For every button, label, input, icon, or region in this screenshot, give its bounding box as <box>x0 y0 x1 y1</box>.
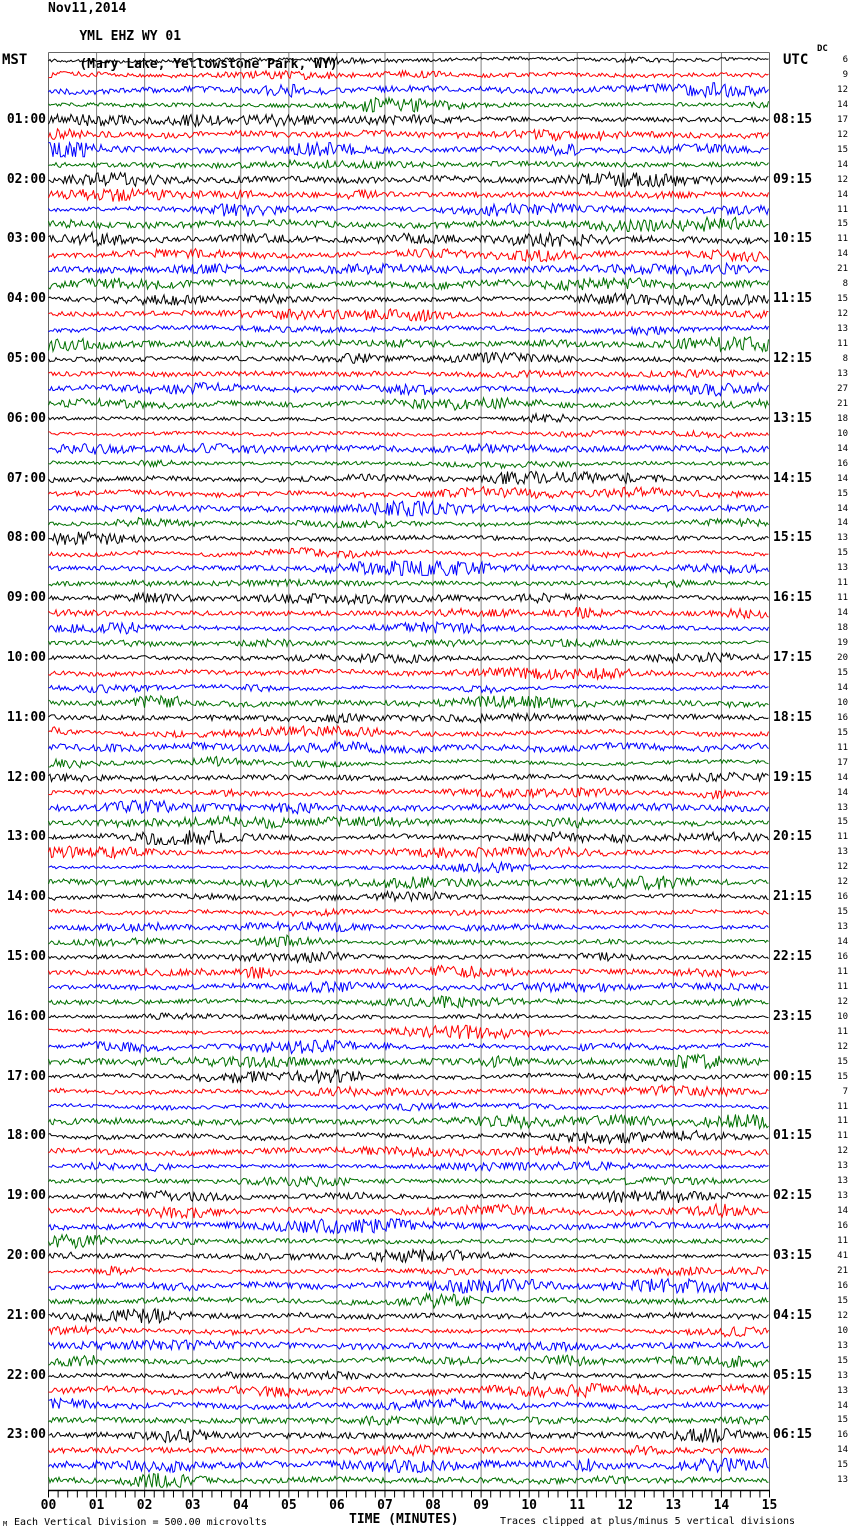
x-axis-minute-label: 08 <box>425 1498 441 1513</box>
seismic-trace <box>49 561 769 575</box>
dc-offset-value: 11 <box>837 742 848 753</box>
seismic-trace <box>49 952 769 963</box>
dc-offset-value: 14 <box>837 189 848 200</box>
dc-offset-value: 14 <box>837 473 848 484</box>
dc-offset-value: 16 <box>837 712 848 723</box>
dc-offset-value: 13 <box>837 802 848 813</box>
seismic-trace <box>49 876 769 890</box>
dc-offset-value: 21 <box>837 1265 848 1276</box>
dc-offset-value: 13 <box>837 1191 848 1202</box>
seismic-trace <box>49 217 769 231</box>
seismic-trace <box>49 685 769 694</box>
x-axis-minute-label: 09 <box>473 1498 489 1513</box>
dc-offset-value: 41 <box>837 1251 848 1261</box>
seismic-trace <box>49 160 769 168</box>
dc-offset-value: 12 <box>837 1310 848 1321</box>
x-axis-minute-label: 11 <box>569 1498 586 1513</box>
mst-hour-label: 01:00 <box>6 111 46 127</box>
seismic-trace <box>49 966 769 979</box>
dc-offset-value: 13 <box>837 563 848 574</box>
title-location: (Mary Lake, Yellowstone Park, WY) <box>79 57 338 72</box>
dc-offset-value: 11 <box>837 1116 848 1127</box>
seismic-trace <box>49 326 769 336</box>
seismic-trace <box>49 263 769 275</box>
seismic-trace <box>49 370 769 378</box>
mst-hour-label: 13:00 <box>6 829 46 845</box>
dc-offset-value: 12 <box>837 174 848 185</box>
seismic-trace <box>49 1309 769 1323</box>
utc-hour-label: 02:15 <box>773 1188 813 1204</box>
seismic-trace <box>49 398 769 411</box>
seismic-trace <box>49 862 769 872</box>
dc-offset-value: 17 <box>837 757 848 768</box>
x-axis-minute-label: 12 <box>617 1498 634 1513</box>
dc-offset-value: 14 <box>837 772 848 783</box>
dc-offset-value: 27 <box>837 383 848 394</box>
mst-hour-label: 11:00 <box>6 709 46 725</box>
dc-offset-value: 14 <box>837 1445 848 1456</box>
x-axis-minute-label: 14 <box>713 1498 730 1513</box>
seismic-trace <box>49 129 769 141</box>
seismic-trace <box>49 1191 769 1203</box>
seismic-trace <box>49 189 769 202</box>
seismic-trace <box>49 1445 769 1455</box>
dc-offset-value: 15 <box>837 219 848 230</box>
dc-offset-value: 11 <box>837 593 848 604</box>
x-axis-minute-label: 10 <box>521 1498 537 1513</box>
utc-hour-label: 03:15 <box>773 1248 813 1263</box>
seismic-trace <box>49 1340 769 1351</box>
dc-offset-value: 13 <box>837 368 848 379</box>
utc-hour-label: 13:15 <box>773 410 813 426</box>
x-axis-minute-label: 15 <box>761 1498 778 1513</box>
dc-offset-value: 16 <box>837 1430 848 1441</box>
dc-offset-value: 15 <box>837 294 848 305</box>
dc-offset-value: 13 <box>837 1475 848 1486</box>
dc-offset-value: 13 <box>837 847 848 858</box>
seismic-trace <box>49 668 769 680</box>
dc-offset-value: 11 <box>837 1101 848 1112</box>
seismic-trace <box>49 57 769 64</box>
seismic-trace <box>49 1355 769 1367</box>
dc-offset-value: 10 <box>837 428 848 439</box>
utc-hour-label: 09:15 <box>773 171 813 187</box>
seismic-trace <box>49 443 769 454</box>
utc-hour-label: 21:15 <box>773 889 813 905</box>
clip-note: Traces clipped at plus/minus 5 vertical divisions <box>500 1516 796 1527</box>
seismic-trace <box>49 249 769 262</box>
mst-hour-label: 05:00 <box>6 351 46 366</box>
seismic-trace <box>49 98 769 112</box>
dc-offset-value: 14 <box>837 249 848 260</box>
dc-offset-value: 10 <box>837 1011 848 1022</box>
utc-hour-label: 23:15 <box>773 1008 813 1024</box>
dc-offset-value: 13 <box>837 1176 848 1187</box>
dc-offset-value: 12 <box>837 862 848 873</box>
mst-hour-label: 20:00 <box>6 1248 46 1263</box>
dc-offset-value: 10 <box>837 1325 848 1336</box>
mst-hour-label: 12:00 <box>6 769 46 785</box>
seismic-trace <box>49 726 769 738</box>
dc-offset-value: 13 <box>837 922 848 933</box>
dc-offset-value: 14 <box>837 608 848 619</box>
dc-offset-value: 16 <box>837 892 848 903</box>
seismic-trace <box>49 1458 769 1472</box>
mst-hour-label: 22:00 <box>6 1367 46 1383</box>
seismic-trace <box>49 1398 769 1410</box>
dc-offset-value: 15 <box>837 907 848 918</box>
utc-hour-label: 16:15 <box>773 590 813 606</box>
dc-offset-value: 12 <box>837 1041 848 1052</box>
dc-offset-value: 15 <box>837 1460 848 1471</box>
mst-hour-label: 10:00 <box>6 650 46 665</box>
dc-offset-value: 14 <box>837 503 848 514</box>
mst-hour-label: 09:00 <box>6 590 46 606</box>
seismic-trace <box>49 593 769 604</box>
dc-offset-value: 14 <box>837 1206 848 1217</box>
dc-offset-value: 16 <box>837 952 848 962</box>
dc-offset-value: 14 <box>837 159 848 170</box>
seismic-trace <box>49 982 769 993</box>
utc-hour-label: 04:15 <box>773 1307 813 1323</box>
dc-offset-value: 15 <box>837 144 848 155</box>
seismic-trace <box>49 460 769 468</box>
mst-hour-label: 16:00 <box>6 1008 46 1024</box>
dc-offset-value: 13 <box>837 1161 848 1172</box>
dc-offset-value: 11 <box>837 204 848 215</box>
dc-offset-value: 8 <box>842 354 848 364</box>
mst-hour-label: 04:00 <box>6 291 46 307</box>
utc-hour-label: 05:15 <box>773 1367 813 1383</box>
utc-hour-label: 19:15 <box>773 769 813 785</box>
seismic-trace <box>49 383 769 397</box>
seismic-trace <box>49 1219 769 1233</box>
seismic-trace <box>49 203 769 216</box>
dc-offset-value: 11 <box>837 1131 848 1142</box>
seismic-trace <box>49 996 769 1008</box>
mst-hour-label: 08:00 <box>6 530 46 546</box>
dc-offset-value: 15 <box>837 1071 848 1082</box>
dc-offset-value: 21 <box>837 264 848 275</box>
seismic-trace <box>49 337 769 351</box>
dc-offset-value: 14 <box>837 518 848 529</box>
seismic-trace <box>49 1025 769 1039</box>
mst-hour-label: 14:00 <box>6 889 46 905</box>
seismic-trace <box>49 830 769 844</box>
dc-offset-value: 18 <box>837 623 848 634</box>
seismic-trace <box>49 1372 769 1380</box>
dc-offset-value: 13 <box>837 324 848 335</box>
seismic-trace <box>49 1384 769 1398</box>
utc-hour-label: 18:15 <box>773 709 813 725</box>
seismic-trace <box>49 816 769 828</box>
dc-offset-value: 15 <box>837 1355 848 1366</box>
seismic-trace <box>49 757 769 769</box>
seismic-trace <box>49 173 769 187</box>
x-axis-minute-label: 06 <box>329 1498 345 1513</box>
seismic-trace <box>49 742 769 753</box>
dc-offset-value: 15 <box>837 727 848 738</box>
utc-hour-label: 08:15 <box>773 111 813 127</box>
dc-offset-value: 11 <box>837 234 848 245</box>
mst-hour-label: 15:00 <box>6 949 46 964</box>
utc-hour-label: 14:15 <box>773 470 813 486</box>
mst-hour-label: 18:00 <box>6 1128 46 1144</box>
dc-offset-value: 21 <box>837 398 848 409</box>
dc-offset-value: 12 <box>837 877 848 888</box>
seismic-trace <box>49 1146 769 1156</box>
dc-offset-value: 13 <box>837 1340 848 1351</box>
seismic-trace <box>49 414 769 423</box>
seismic-trace <box>49 1114 769 1128</box>
utc-hour-label: 15:15 <box>773 530 813 546</box>
seismic-trace <box>49 846 769 858</box>
seismic-trace <box>49 1326 769 1337</box>
seismic-trace <box>49 114 769 126</box>
x-axis-minute-label: 02 <box>136 1498 153 1513</box>
dc-offset-value: 14 <box>837 937 848 948</box>
seismic-trace <box>49 653 769 664</box>
dc-offset-value: 11 <box>837 832 848 843</box>
dc-offset-value: 11 <box>837 578 848 589</box>
dc-offset-value: 11 <box>837 1236 848 1247</box>
dc-offset-value: 16 <box>837 1280 848 1291</box>
seismic-trace <box>49 1294 769 1308</box>
seismic-trace <box>49 909 769 916</box>
seismic-trace <box>49 501 769 515</box>
seismic-trace <box>49 1204 769 1218</box>
seismic-trace <box>49 71 769 80</box>
dc-offset-value: 11 <box>837 339 848 350</box>
dc-offset-value: 14 <box>837 682 848 693</box>
utc-hour-label: 01:15 <box>773 1128 813 1144</box>
seismic-trace <box>49 278 769 291</box>
seismic-trace <box>49 293 769 305</box>
seismic-trace <box>49 83 769 97</box>
seismic-trace <box>49 431 769 438</box>
dc-offset-value: 17 <box>837 114 848 125</box>
x-axis-minute-label: 04 <box>232 1498 249 1513</box>
seismic-trace <box>49 800 769 813</box>
dc-offset-value: 13 <box>837 533 848 544</box>
utc-hour-label: 10:15 <box>773 231 813 247</box>
mst-hour-label: 23:00 <box>6 1427 46 1443</box>
mst-hour-label: 17:00 <box>6 1068 46 1084</box>
seismic-trace <box>49 1279 769 1293</box>
x-axis-minute-label: 07 <box>377 1498 393 1513</box>
seismic-trace <box>49 1266 769 1276</box>
dc-offset-value: 15 <box>837 1295 848 1306</box>
x-axis-minute-label: 13 <box>665 1498 682 1513</box>
dc-offset-value: 14 <box>837 443 848 454</box>
mst-hour-label: 07:00 <box>6 470 46 486</box>
x-axis-minute-label: 03 <box>184 1498 201 1513</box>
seismic-trace <box>49 1070 769 1084</box>
utc-hour-label: 12:15 <box>773 351 813 366</box>
dc-offset-value: 14 <box>837 787 848 798</box>
seismic-trace <box>49 607 769 618</box>
dc-offset-value: 15 <box>837 488 848 499</box>
seismic-trace <box>49 639 769 647</box>
seismic-trace <box>49 714 769 723</box>
dc-offset-value: 13 <box>837 1370 848 1381</box>
dc-offset-value: 7 <box>842 1086 848 1097</box>
dc-offset-value: 11 <box>837 1026 848 1037</box>
dc-offset-value: 15 <box>837 817 848 828</box>
dc-offset-value: 15 <box>837 1056 848 1067</box>
seismic-trace <box>49 935 769 947</box>
seismic-trace <box>49 580 769 588</box>
x-axis-minute-label: 01 <box>88 1498 105 1513</box>
dc-offset-value: 20 <box>837 653 848 663</box>
dc-offset-value: 15 <box>837 1415 848 1426</box>
utc-hour-label: 11:15 <box>773 291 813 307</box>
mst-hour-label: 06:00 <box>6 410 46 426</box>
utc-hour-label: 22:15 <box>773 949 813 964</box>
scale-note: Each Vertical Division = 500.00 microvolts <box>14 1517 267 1528</box>
utc-hour-label: 00:15 <box>773 1068 813 1084</box>
dc-offset-value: 11 <box>837 981 848 992</box>
seismic-trace <box>49 487 769 499</box>
seismic-trace <box>49 143 769 157</box>
mst-hour-label: 02:00 <box>6 171 46 187</box>
left-axis-header: MST <box>2 52 28 68</box>
seismic-trace <box>49 532 769 545</box>
seismic-trace <box>49 1235 769 1248</box>
dc-offset-value: 11 <box>837 966 848 977</box>
mst-hour-label: 19:00 <box>6 1188 46 1204</box>
seismic-trace <box>49 1131 769 1144</box>
seismic-trace <box>49 1013 769 1021</box>
title-date: Nov11,2014 <box>48 1 127 16</box>
dc-offset-value: 9 <box>842 69 848 80</box>
corner-mark: M <box>3 1520 8 1528</box>
seismic-trace <box>49 696 769 708</box>
dc-offset-value: 10 <box>837 697 848 708</box>
seismic-trace <box>49 518 769 528</box>
dc-offset-value: 14 <box>837 99 848 110</box>
seismic-trace <box>49 622 769 634</box>
seismic-trace <box>49 309 769 321</box>
seismic-trace <box>49 353 769 364</box>
dc-offset-value: 12 <box>837 1146 848 1157</box>
seismic-trace <box>49 1162 769 1172</box>
seismic-trace <box>49 472 769 485</box>
dc-offset-value: 8 <box>842 279 848 290</box>
dc-offset-value: 6 <box>842 55 848 65</box>
dc-offset-value: 18 <box>837 413 848 424</box>
seismic-trace <box>49 772 769 782</box>
seismic-trace <box>49 1055 769 1069</box>
title-station: YML EHZ WY 01 <box>79 29 182 44</box>
seismic-trace <box>49 1416 769 1425</box>
mst-hour-label: 21:00 <box>6 1307 46 1323</box>
seismic-trace <box>49 1250 769 1262</box>
seismic-trace <box>49 1103 769 1111</box>
seismic-trace <box>49 548 769 558</box>
right-axis-header: UTC <box>783 52 809 68</box>
dc-offset-value: 14 <box>837 1400 848 1411</box>
seismic-trace <box>49 1177 769 1187</box>
seismic-trace <box>49 922 769 932</box>
seismic-trace <box>49 1473 769 1487</box>
dc-offset-value: 19 <box>837 638 848 649</box>
dc-offset-value: 16 <box>837 458 848 469</box>
dc-offset-value: 12 <box>837 996 848 1007</box>
dc-offset-value: 15 <box>837 548 848 559</box>
seismic-trace <box>49 232 769 246</box>
x-axis-minute-label: 00 <box>40 1498 57 1513</box>
dc-offset-value: 12 <box>837 309 848 320</box>
dc-offset-value: 15 <box>837 667 848 678</box>
x-axis-title: TIME (MINUTES) <box>349 1512 459 1527</box>
utc-hour-label: 20:15 <box>773 829 813 845</box>
mst-hour-label: 03:00 <box>6 231 46 247</box>
dc-offset-value: 12 <box>837 84 848 95</box>
utc-hour-label: 06:15 <box>773 1427 813 1443</box>
seismic-trace <box>49 1085 769 1096</box>
dc-offset-value: 12 <box>837 129 848 140</box>
seismic-trace <box>49 1428 769 1442</box>
seismic-trace <box>49 788 769 799</box>
seismic-trace <box>49 892 769 902</box>
x-axis-minute-label: 05 <box>281 1498 297 1513</box>
utc-hour-label: 17:15 <box>773 650 813 665</box>
dc-offset-value: 13 <box>837 1385 848 1396</box>
dc-column-header: DC <box>817 44 828 54</box>
dc-offset-value: 16 <box>837 1221 848 1232</box>
seismic-trace <box>49 1040 769 1054</box>
